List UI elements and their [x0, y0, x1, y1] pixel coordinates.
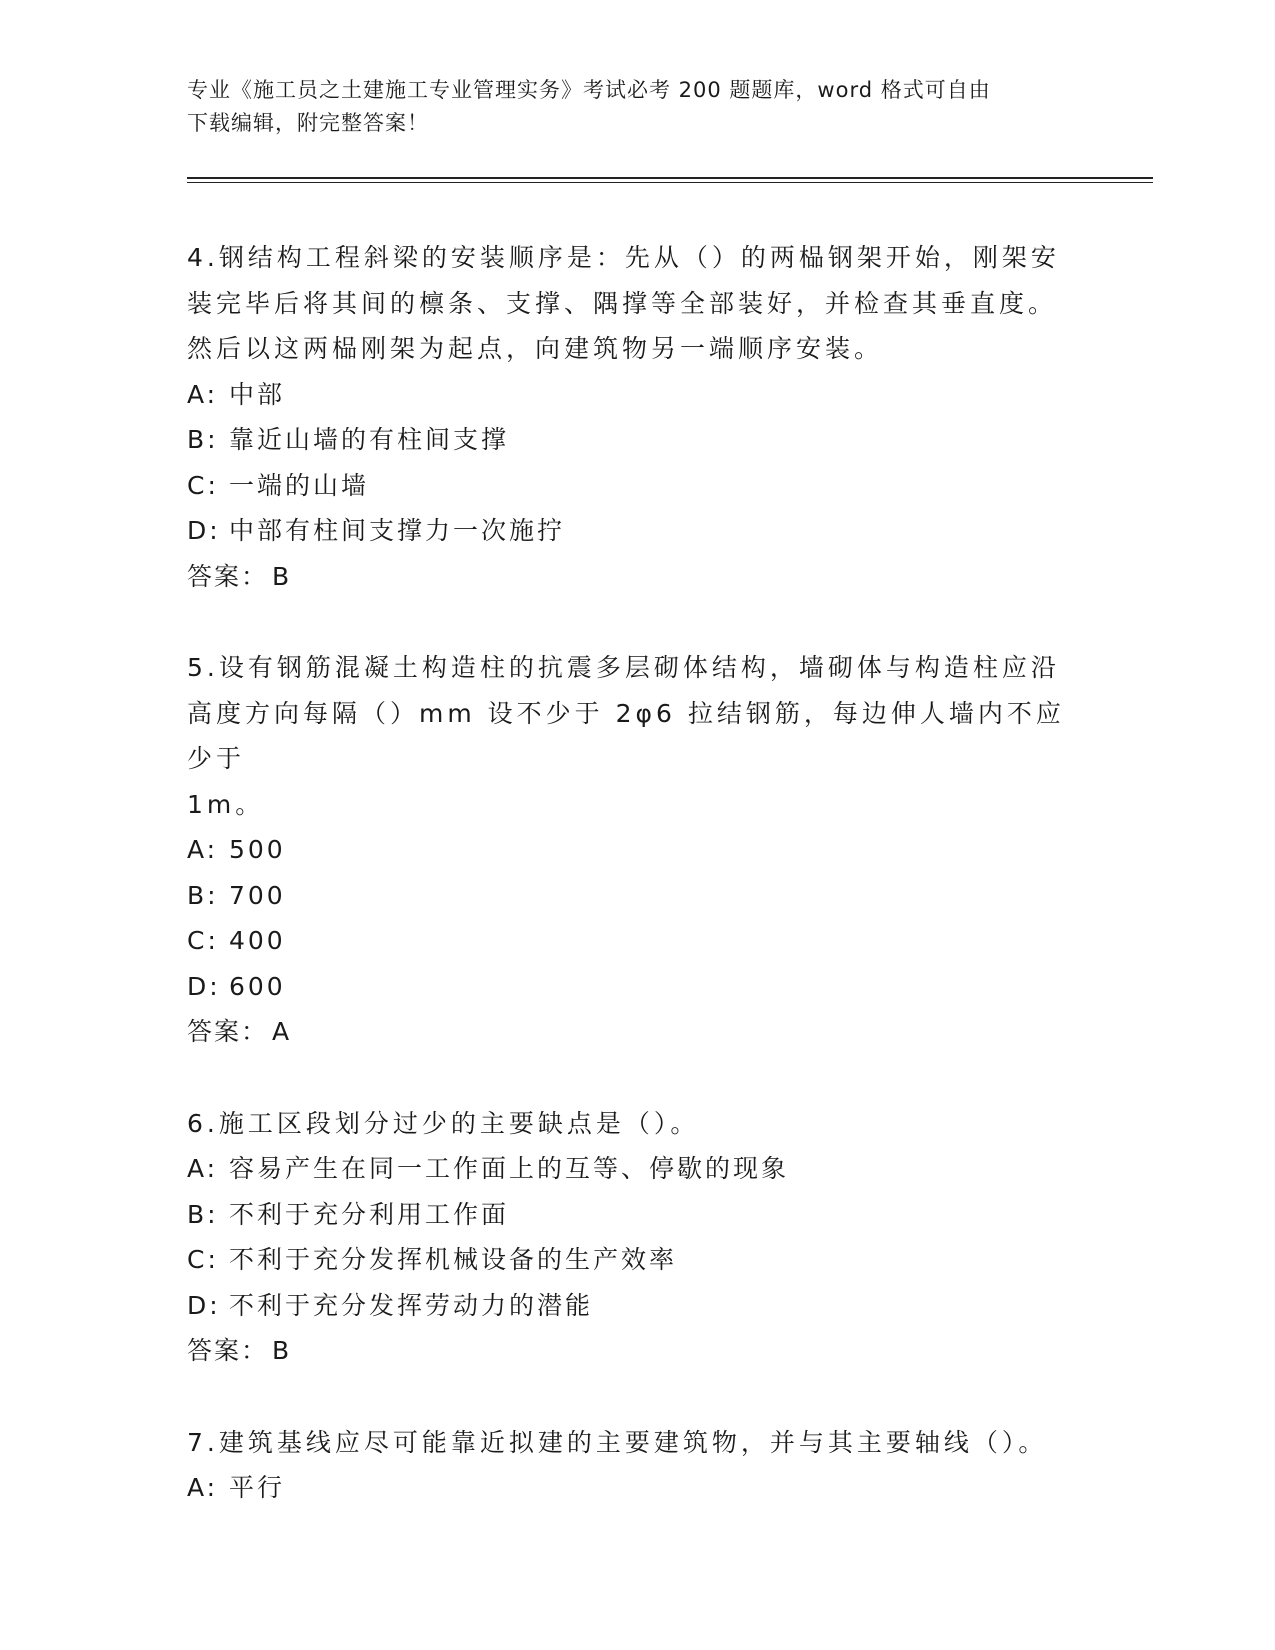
question-4-option-c: [187, 463, 1087, 509]
header-line-1: 专业《施工员之土建施工专业管理实务》考试必考 200 题题库，word 格式可自由: [187, 78, 991, 102]
option-text: 靠近山墙的有柱间支撑: [229, 425, 510, 454]
question-stem-line: 装完毕后将其间的檩条、支撑、隅撑等全部装好，并检查其垂直度。: [187, 288, 1058, 318]
answer-label: 答案：: [187, 1336, 269, 1365]
option-key: B:: [187, 1199, 219, 1229]
question-5-option-b: [187, 873, 1087, 919]
question-stem-line: 高度方向每隔（）mm 设不少于 2φ6 拉结钢筋，每边伸人墙内不应少于: [187, 698, 1065, 773]
question-5: [187, 645, 1087, 1055]
question-6-option-c: [187, 1237, 1087, 1283]
question-5-option-c: [187, 918, 1087, 964]
option-text: 容易产生在同一工作面上的互等、停歇的现象: [229, 1154, 790, 1183]
question-6-answer: [187, 1328, 1087, 1374]
option-key: A:: [187, 1154, 219, 1183]
option-text: 中部有柱间支撑力一次施拧: [229, 516, 566, 545]
option-text: 400: [229, 926, 286, 955]
option-text: 不利于充分发挥机械设备的生产效率: [229, 1245, 678, 1274]
option-key: A:: [187, 835, 219, 864]
question-6-option-b: [187, 1192, 1087, 1238]
question-4-option-d: [187, 508, 1087, 554]
option-text: 600: [229, 971, 286, 1001]
question-4-option-b: [187, 417, 1087, 463]
option-text: 中部: [229, 379, 286, 409]
question-list: [187, 235, 1087, 1557]
option-text: 700: [229, 880, 286, 910]
option-key: D:: [187, 971, 221, 1001]
question-5-answer: [187, 1009, 1087, 1055]
question-7: [187, 1420, 1087, 1511]
option-key: B:: [187, 425, 219, 454]
option-text: 不利于充分利用工作面: [229, 1199, 510, 1229]
option-text: 500: [229, 835, 286, 864]
option-key: D:: [187, 1290, 221, 1320]
option-key: B:: [187, 880, 219, 910]
option-key: A:: [187, 379, 219, 409]
question-6-option-d: [187, 1283, 1087, 1329]
answer-value: A: [272, 1017, 292, 1046]
answer-value: B: [272, 561, 292, 591]
answer-label: 答案：: [187, 1017, 269, 1046]
answer-label: 答案：: [187, 561, 269, 591]
question-stem-line: 6.施工区段划分过少的主要缺点是（）。: [187, 1108, 700, 1138]
header-divider-thin: [187, 182, 1153, 183]
answer-value: B: [272, 1336, 292, 1365]
option-text: 平行: [229, 1473, 286, 1502]
option-key: C:: [187, 926, 219, 955]
question-stem-line: 然后以这两榀刚架为起点，向建筑物另一端顺序安装。: [187, 334, 884, 363]
question-stem-line: 1m。: [187, 789, 265, 819]
question-stem-line: 4.钢结构工程斜梁的安装顺序是：先从（）的两榀钢架开始，刚架安: [187, 243, 1060, 272]
question-4-answer: [187, 554, 1087, 600]
option-text: 一端的山墙: [229, 470, 370, 500]
question-5-stem: [187, 645, 1087, 827]
option-key: C:: [187, 470, 219, 500]
question-stem-line: 7.建筑基线应尽可能靠近拟建的主要建筑物，并与其主要轴线（）。: [187, 1427, 1048, 1457]
question-4-stem: [187, 235, 1087, 372]
question-4: [187, 235, 1087, 599]
document-header: [187, 74, 1067, 140]
question-5-option-a: [187, 827, 1087, 873]
question-4-option-a: [187, 372, 1087, 418]
option-text: 不利于充分发挥劳动力的潜能: [229, 1290, 594, 1320]
option-key: A:: [187, 1473, 219, 1502]
question-6-stem: [187, 1101, 1087, 1147]
question-5-option-d: [187, 964, 1087, 1010]
header-divider-thick: [187, 177, 1153, 179]
option-key: D:: [187, 516, 221, 545]
question-6-option-a: [187, 1146, 1087, 1192]
question-stem-line: 5.设有钢筋混凝土构造柱的抗震多层砌体结构，墙砌体与构造柱应沿: [187, 653, 1060, 682]
question-7-option-a: [187, 1465, 1087, 1511]
question-6: [187, 1101, 1087, 1374]
header-line-2: 下载编辑，附完整答案！: [187, 111, 429, 135]
option-key: C:: [187, 1245, 219, 1274]
question-7-stem: [187, 1420, 1087, 1466]
